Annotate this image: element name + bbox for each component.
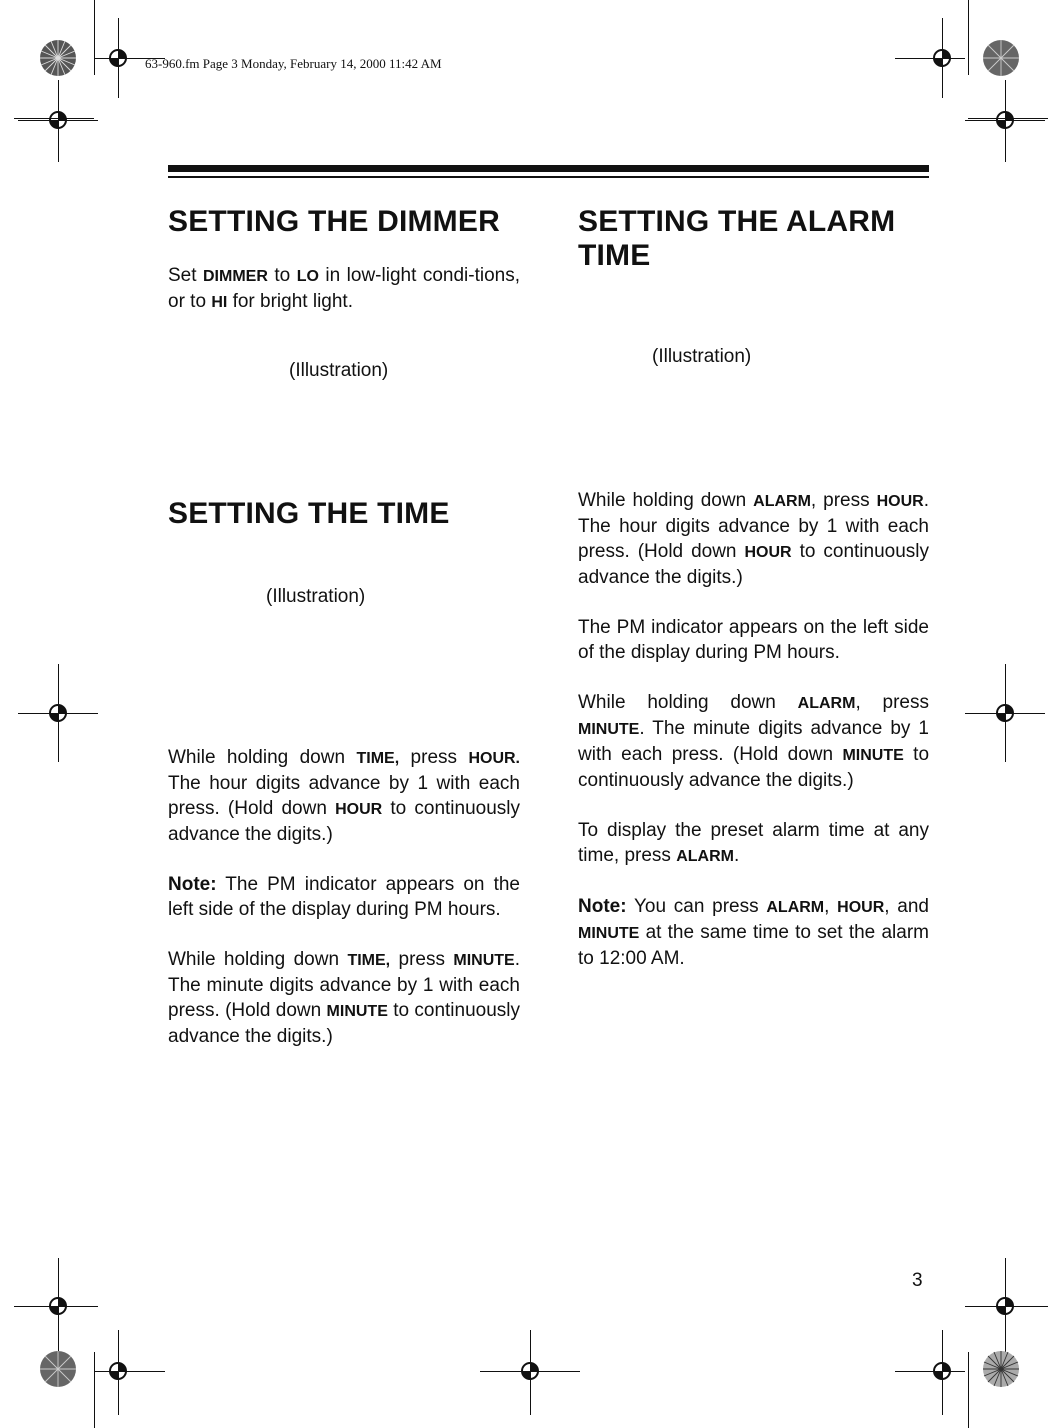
registration-target-icon [46, 1294, 70, 1318]
registration-target-icon [993, 108, 1017, 132]
registration-target-icon [993, 701, 1017, 725]
registration-target-icon [993, 1294, 1017, 1318]
dimmer-heading: SETTING THE DIMMER [168, 205, 500, 238]
dimmer-illustration-placeholder: (Illustration) [289, 360, 389, 381]
time-paragraph-note: Note: The PM indicator appears on the left side of the display during PM hours. [168, 874, 520, 920]
time-instructions [168, 745, 520, 1074]
registration-target-icon [930, 46, 954, 70]
alarm-paragraph-minute: While holding down ALARM, press MINUTE. The minute digits advance by 1 with each press. (Hold down MINUTE to continuously advance the digits.) [578, 692, 930, 791]
registration-target-icon [46, 701, 70, 725]
time-paragraph-minute: While holding down TIME, press MINUTE. The minute digits advance by 1 with each press. (Hold down MINUTE to continuously advance the digits.) [168, 949, 520, 1047]
alarm-paragraph-display: To display the preset alarm time at any time, press ALARM. [578, 820, 929, 866]
starburst-mark-icon [39, 1350, 77, 1388]
registration-target-icon [46, 108, 70, 132]
header-rule-thick [168, 165, 929, 172]
file-header-note: 63-960.fm Page 3 Monday, February 14, 2000 11:42 AM [145, 56, 442, 71]
time-illustration-placeholder: (Illustration) [266, 586, 366, 607]
alarm-illustration-placeholder: (Illustration) [652, 346, 752, 367]
time-heading: SETTING THE TIME [168, 497, 450, 530]
dimmer-paragraph: Set DIMMER to LO in low-light condi-tions, or to HI for bright light. [168, 265, 520, 312]
alarm-paragraph-pm: The PM indicator appears on the left side of the display during PM hours. [578, 617, 929, 663]
registration-target-icon [106, 46, 130, 70]
page-number: 3 [912, 1270, 923, 1291]
time-paragraph-hour: While holding down TIME, press HOUR. The hour digits advance by 1 with each press. (Hold down HOUR to continuously advance the digits.) [168, 747, 520, 845]
registration-target-icon [106, 1359, 130, 1383]
header-rule-thin [168, 176, 929, 178]
alarm-paragraph-hour: While holding down ALARM, press HOUR. The hour digits advance by 1 with each press. (Hold down HOUR to continuously advance the digits.) [578, 490, 930, 588]
registration-target-icon [930, 1359, 954, 1383]
starburst-mark-icon [982, 1350, 1020, 1388]
alarm-paragraph-note: Note: You can press ALARM, HOUR, and MINUTE at the same time to set the alarm to 12:00 AM. [578, 896, 929, 969]
registration-target-icon [518, 1359, 542, 1383]
starburst-mark-icon [39, 39, 77, 77]
alarm-heading: SETTING THE ALARM TIME [578, 205, 896, 272]
alarm-instructions [578, 488, 929, 996]
starburst-mark-icon [982, 39, 1020, 77]
